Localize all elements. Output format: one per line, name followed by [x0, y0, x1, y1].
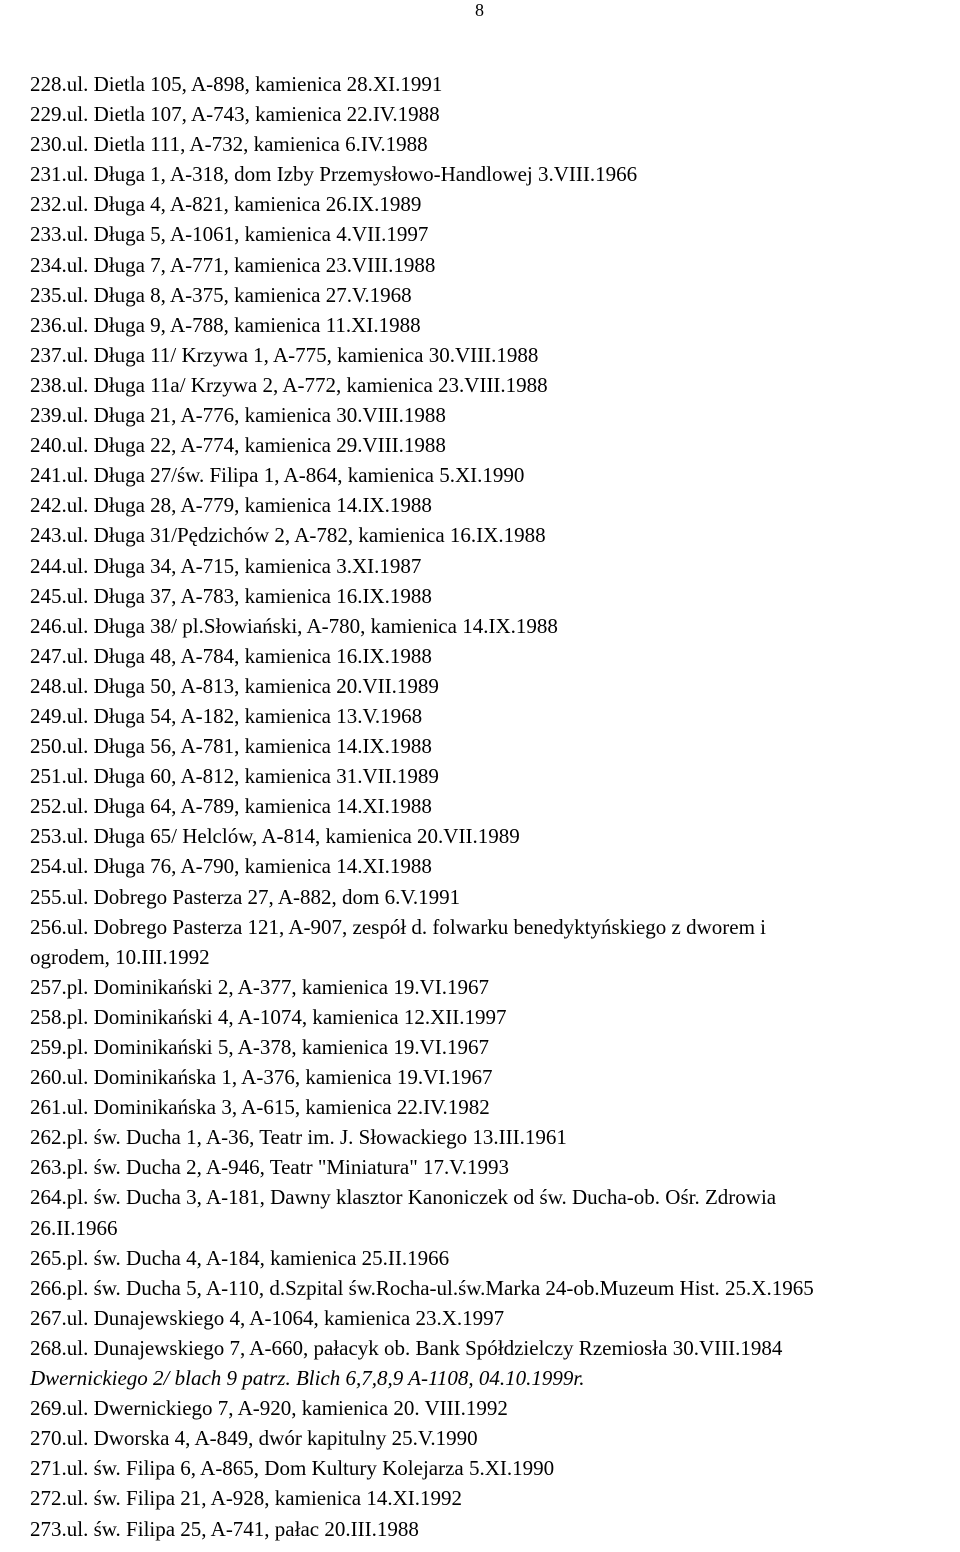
entry-text: 268.ul. Dunajewskiego 7, A-660, pałacyk ob. Bank Spółdzielczy Rzemiosła 30.VIII.1984 — [30, 1335, 783, 1360]
entry-text: 242.ul. Długa 28, A-779, kamienica 14.IX.1988 — [30, 493, 432, 518]
entry-text: 247.ul. Długa 48, A-784, kamienica 16.IX.1988 — [30, 643, 432, 668]
list-item — [30, 701, 955, 731]
entry-text: 273.ul. św. Filipa 25, A-741, pałac 20.III.1988 — [30, 1516, 419, 1541]
entry-continuation: ogrodem, 10.III.1992 — [30, 944, 210, 969]
list-item — [30, 671, 955, 701]
list-item — [30, 972, 955, 1002]
entry-text: 233.ul. Długa 5, A-1061, kamienica 4.VII.1997 — [30, 222, 429, 247]
list-item — [30, 731, 955, 761]
entry-text: 246.ul. Długa 38/ pl.Słowiański, A-780, kamienica 14.IX.1988 — [30, 613, 558, 638]
list-item — [30, 1182, 955, 1242]
page-number: 8 — [475, 0, 484, 20]
list-item — [30, 1032, 955, 1062]
entry-text: 257.pl. Dominikański 2, A-377, kamienica 19.VI.1967 — [30, 974, 490, 999]
entry-text: 240.ul. Długa 22, A-774, kamienica 29.VIII.1988 — [30, 433, 446, 458]
list-item — [30, 370, 955, 400]
entry-text: 261.ul. Dominikańska 3, A-615, kamienica 22.IV.1982 — [30, 1095, 490, 1120]
entry-text: 250.ul. Długa 56, A-781, kamienica 14.IX.1988 — [30, 734, 432, 759]
list-item — [30, 280, 955, 310]
list-item — [30, 99, 955, 129]
list-item — [30, 882, 955, 912]
list-item — [30, 791, 955, 821]
entry-text: 269.ul. Dwernickiego 7, A-920, kamienica 20. VIII.1992 — [30, 1396, 508, 1421]
list-item — [30, 69, 955, 99]
list-item — [30, 189, 955, 219]
list-item — [30, 159, 955, 189]
entry-text: 262.pl. św. Ducha 1, A-36, Teatr im. J. Słowackiego 13.III.1961 — [30, 1125, 567, 1150]
list-item — [30, 1273, 955, 1303]
entry-text: 259.pl. Dominikański 5, A-378, kamienica 19.VI.1967 — [30, 1035, 490, 1059]
entry-text: 253.ul. Długa 65/ Helclów, A-814, kamienica 20.VII.1989 — [30, 824, 520, 849]
list-item — [30, 1152, 955, 1182]
list-item — [30, 912, 955, 972]
entry-text: 258.pl. Dominikański 4, A-1074, kamienica 12.XII.1997 — [30, 1004, 507, 1029]
list-item — [30, 310, 955, 340]
list-item — [30, 821, 955, 851]
list-item — [30, 1423, 955, 1453]
entry-text: 229.ul. Dietla 107, A-743, kamienica 22.IV.1988 — [30, 102, 440, 127]
entry-text: 264.pl. św. Ducha 3, A-181, Dawny klasztor Kanoniczek od św. Ducha-ob. Ośr. Zdrowia — [30, 1185, 777, 1210]
entry-text: 255.ul. Dobrego Pasterza 27, A-882, dom 6.V.1991 — [30, 884, 461, 909]
list-item — [30, 641, 955, 671]
entry-text: 251.ul. Długa 60, A-812, kamienica 31.VII.1989 — [30, 764, 439, 789]
entry-text: 237.ul. Długa 11/ Krzywa 1, A-775, kamienica 30.VIII.1988 — [30, 342, 539, 367]
entry-text: 263.pl. św. Ducha 2, A-946, Teatr "Miniatura" 17.V.1993 — [30, 1155, 509, 1180]
entry-text: 245.ul. Długa 37, A-783, kamienica 16.IX.1988 — [30, 583, 432, 608]
list-item — [30, 1122, 955, 1152]
list-item — [30, 611, 955, 641]
entry-note: Dwernickiego 2/ blach 9 patrz. Blich 6,7,8,9 A-1108, 04.10.1999r. — [30, 1366, 585, 1391]
entry-text: 232.ul. Długa 4, A-821, kamienica 26.IX.1989 — [30, 192, 422, 217]
entry-text: 244.ul. Długa 34, A-715, kamienica 3.XI.1987 — [30, 553, 422, 578]
list-item — [30, 1243, 955, 1273]
entry-text: 270.ul. Dworska 4, A-849, dwór kapitulny 25.V.1990 — [30, 1426, 478, 1451]
list-item — [30, 1483, 955, 1513]
list-item — [30, 250, 955, 280]
list-item — [30, 1333, 955, 1393]
list-item — [30, 490, 955, 520]
entry-text: 272.ul. św. Filipa 21, A-928, kamienica 14.XI.1992 — [30, 1486, 463, 1511]
list-item — [30, 460, 955, 490]
list-item — [30, 520, 955, 550]
entry-text: 236.ul. Długa 9, A-788, kamienica 11.XI.1988 — [30, 312, 421, 337]
entry-text: 254.ul. Długa 76, A-790, kamienica 14.XI.1988 — [30, 854, 432, 879]
list-item — [30, 551, 955, 581]
list-item — [30, 1002, 955, 1032]
entry-continuation: 26.II.1966 — [30, 1215, 118, 1240]
entry-text: 271.ul. św. Filipa 6, A-865, Dom Kultury Kolejarza 5.XI.1990 — [30, 1456, 555, 1481]
entry-text: 235.ul. Długa 8, A-375, kamienica 27.V.1968 — [30, 282, 412, 307]
entry-text: 239.ul. Długa 21, A-776, kamienica 30.VIII.1988 — [30, 403, 446, 428]
monument-register-list — [30, 69, 955, 1544]
list-item — [30, 1303, 955, 1333]
entry-text: 252.ul. Długa 64, A-789, kamienica 14.XI.1988 — [30, 794, 432, 819]
entry-text: 243.ul. Długa 31/Pędzichów 2, A-782, kamienica 16.IX.1988 — [30, 523, 546, 548]
list-item — [30, 430, 955, 460]
entry-text: 228.ul. Dietla 105, A-898, kamienica 28.XI.1991 — [30, 72, 443, 96]
list-item — [30, 340, 955, 370]
list-item — [30, 1092, 955, 1122]
entry-text: 230.ul. Dietla 111, A-732, kamienica 6.IV.1988 — [30, 132, 428, 157]
list-item — [30, 1514, 955, 1544]
list-item — [30, 400, 955, 430]
entry-text: 241.ul. Długa 27/św. Filipa 1, A-864, kamienica 5.XI.1990 — [30, 463, 525, 488]
list-item — [30, 1393, 955, 1423]
list-item — [30, 129, 955, 159]
entry-text: 249.ul. Długa 54, A-182, kamienica 13.V.1968 — [30, 703, 423, 728]
entry-text: 231.ul. Długa 1, A-318, dom Izby Przemysłowo-Handlowej 3.VIII.1966 — [30, 162, 638, 187]
entry-text: 265.pl. św. Ducha 4, A-184, kamienica 25.II.1966 — [30, 1245, 450, 1270]
entry-text: 238.ul. Długa 11a/ Krzywa 2, A-772, kamienica 23.VIII.1988 — [30, 372, 548, 397]
list-item — [30, 1453, 955, 1483]
entry-text: 234.ul. Długa 7, A-771, kamienica 23.VIII.1988 — [30, 252, 436, 277]
entry-text: 248.ul. Długa 50, A-813, kamienica 20.VII.1989 — [30, 673, 439, 698]
list-item — [30, 761, 955, 791]
entry-text: 260.ul. Dominikańska 1, A-376, kamienica 19.VI.1967 — [30, 1065, 493, 1090]
entry-text: 266.pl. św. Ducha 5, A-110, d.Szpital św.Rocha-ul.św.Marka 24-ob.Muzeum Hist. 25.X.1965 — [30, 1275, 814, 1300]
list-item — [30, 219, 955, 249]
list-item — [30, 581, 955, 611]
entry-text: 267.ul. Dunajewskiego 4, A-1064, kamienica 23.X.1997 — [30, 1305, 505, 1330]
list-item — [30, 851, 955, 881]
list-item — [30, 1062, 955, 1092]
entry-text: 256.ul. Dobrego Pasterza 121, A-907, zespół d. folwarku benedyktyńskiego z dworem i — [30, 914, 767, 939]
